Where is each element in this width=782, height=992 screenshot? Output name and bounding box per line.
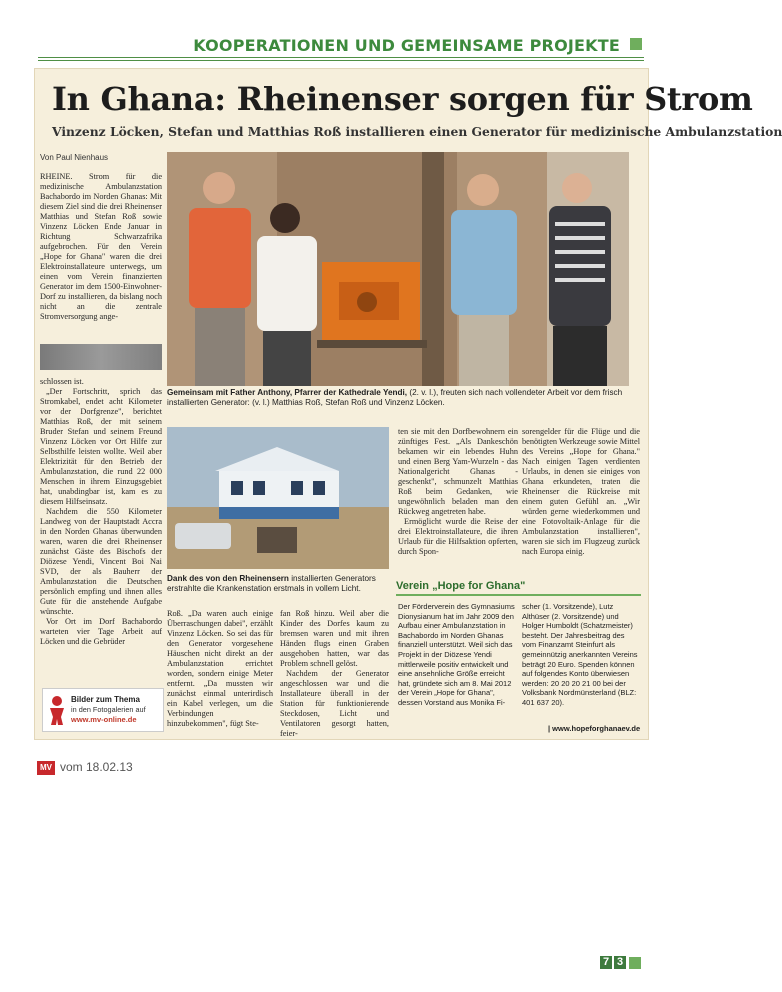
section-square-icon <box>630 38 642 50</box>
photo1-caption-lead: Gemeinsam mit Father Anthony, Pfarrer der Kathedrale Yendi, <box>167 388 408 397</box>
article-column-3 <box>398 427 518 557</box>
article-paragraph: „Der Fortschritt, sprich das Stromkabel, endet acht Kilometer vor der Dorfgrenze", berichtet Matthias Roß, der mit seinem Bruder Stefan und seinem Freund Vinzenz Löcken vor Ort Hilfe zur Selbsthilfe leisten wollte. Weil aber Elektrizität für den Betrieb der Ambulanzstation, die rund 22 000 Menschen in ihrem Einzugsgebiet hat, unabdingbar ist, kam es zu diesem Hilfseinsatz. <box>40 387 162 506</box>
photo-generator-group <box>167 152 629 386</box>
article-column-3-bottom <box>280 609 389 739</box>
page-number-digit: 7 <box>600 956 612 969</box>
section-rule <box>38 60 644 61</box>
section-title: KOOPERATIONEN UND GEMEINSAME PROJEKTE <box>193 36 620 55</box>
sidebar-web-link[interactable]: | www.hopeforghanaev.de <box>548 724 641 733</box>
photo-health-station <box>167 427 389 569</box>
photo2-caption <box>167 574 389 594</box>
mv-logo: MV <box>37 761 55 775</box>
page-number-digit: 3 <box>614 956 626 969</box>
teaser-link[interactable]: www.mv-online.de <box>71 715 137 724</box>
sidebar-title: Verein „Hope for Ghana" <box>396 580 641 596</box>
photo2-caption-lead: Dank des von den Rheinensern <box>167 574 289 583</box>
article-headline: In Ghana: Rheinenser sorgen für Strom <box>52 80 753 118</box>
article-paragraph: sorengelder für die Flüge und die benötigten Werkzeuge sowie Mittel des Vereins „Hope for Ghana." Nach einigen Tagen verdienten Urlaubs, in denen sie einiges von Ghana erkundeten, traten die Rheinenser die Rückreise mit einem guten Gefühl an. „Wir würden gerne wiederkommen und eine Fotovoltaik-Anlage für die Ambulanzstation installieren", waren sie sich im Flugzeug zurück nach Europa einig. <box>522 427 640 556</box>
article-column-1-top <box>40 172 162 322</box>
sidebar-column-2 <box>522 602 640 708</box>
photo1-caption <box>167 388 629 408</box>
publication-date: vom 18.02.13 <box>60 760 133 774</box>
sidebar-paragraph: scher (1. Vorsitzende), Lutz Althüser (2. Vorsitzende) und Holger Humboldt (Schatzmeister) besteht. Der Jahresbeitrag des vom Finanzamt Steinfurt als gemeinnützig anerkannten Vereins beträgt 20 Euro. Spenden können auf folgendes Konto überwiesen werden: 20 20 20 21 00 bei der Volksbank Nordmünsterland (BLZ: 401 637 20). <box>522 602 638 707</box>
article-paragraph: ten sie mit den Dorfbewohnern ein zünftiges Fest. „Als Dankeschön bekamen wir ein lebendes Huhn und einen Berg Yam-Wurzeln - das Nationalgericht Ghanas - geschenkt", schmunzelt Matthias Roß beim Gedanken, wie ungewöhnlich beladen man den Rückweg angetreten habe. <box>398 427 518 516</box>
article-paragraph: Nachdem der Generator angeschlossen war und die Installateure überall in der Station für funktionierende Steckdosen, Licht und Ventilatoren gesorgt hatten, feier- <box>280 669 389 738</box>
sidebar-paragraph: Der Förderverein des Gymnasiums Dionysianum hat im Jahr 2009 den Aufbau einer Ambulanzstation in Bachabordo im Norden Ghanas finanziell unterstützt. Weil sich das Projekt in der Diözese Yendi mittlerweile positiv entwickelt und eine ansehnliche Größe erreicht hat, gründete sich am 8. Mai 2012 der Verein „Hope for Ghana", dessen Vorstand aus Monika Fi- <box>398 602 515 707</box>
article-paragraph: schlossen ist. <box>40 377 84 386</box>
article-byline: Von Paul Nienhaus <box>40 153 109 162</box>
photo2-caption-text: installierten Generators erstrahlte die Krankenstation erstmals in vollem Licht. <box>167 574 376 593</box>
article-paragraph: Nachdem die 550 Kilometer Landweg von der Hauptstadt Accra in den Norden Ghanas überwunden waren, waren die drei Rheinenser zunächst Gäste des Bischofs der Diözese Yendi, Vincent Boi Nai SVD, der als Bauherr der Ambulanzstation die Deutschen persönlich empfing und ihnen alles Gute für die anstehende Aufgabe wünschte. <box>40 507 162 616</box>
article-column-1 <box>40 377 162 647</box>
article-paragraph: RHEINE. Strom für die medizinische Ambulanzstation Bachabordo im Norden Ghanas: Mit diesem Ziel sind die drei Rheinenser Matthias und Stefan Roß sowie Vinzenz Löcken Ende Januar in Richtung Schwarzafrika aufgebrochen. Für den Verein „Hope for Ghana" waren die drei Elektroinstallateure unterwegs, um einen vom Verein finanzierten Generator im dem 1500-Einwohner-Dorf zu installieren, da bislang noch nicht an die zentrale Stromversorgung ange- <box>40 172 162 321</box>
section-rule <box>38 57 644 58</box>
article-column-2 <box>167 609 273 729</box>
page-square-icon <box>629 957 641 969</box>
redacted-block <box>40 344 162 370</box>
sidebar-column-1 <box>398 602 516 708</box>
person-figure-icon <box>47 695 67 725</box>
article-paragraph: Vor Ort im Dorf Bachabordo warteten vier Tage Arbeit auf Löcken und die Gebrüder <box>40 617 162 646</box>
article-paragraph: Ermöglicht wurde die Reise der drei Elektroinstallateure, die ihren Urlaub für die Hilfsaktion opferten, durch Spon- <box>398 517 518 556</box>
article-subheadline: Vinzenz Löcken, Stefan und Matthias Roß installieren einen Generator für medizinische Ambulanzstation <box>52 124 782 139</box>
photo1-caption-text: (2. v. l.), freuten sich nach vollendeter Arbeit vor dem frisch installierten Generator: (v. l.) Matthias Roß, Stefan Roß und Vinzenz Löcken. <box>167 388 623 407</box>
photo-station-illustration <box>167 427 389 569</box>
teaser-title: Bilder zum Thema <box>71 695 140 704</box>
teaser-subtitle: in den Fotogalerien auf <box>71 705 146 714</box>
article-column-4 <box>522 427 640 557</box>
article-paragraph: fan Roß hinzu. Weil aber die Kinder des Dorfes kaum zu bremsen waren und mit ihren Händen flugs einen Graben ausgehoben hatten, war das Problem schnell gelöst. <box>280 609 389 668</box>
photo-generator-illustration <box>167 152 629 386</box>
photo-gallery-teaser[interactable] <box>42 688 164 732</box>
article-paragraph: Roß. „Da waren auch einige Überraschungen dabei", erzählt Vinzenz Löcken. So sei das für den Generator vorgesehene Häuschen nicht direkt an der Ambulanzstation errichtet worden, sondern einige Meter entfernt. „Da mussten wir zunächst einmal unterirdisch ein Kabel verlegen, um die Verbindungen hinzubekommen", fügt Ste- <box>167 609 273 728</box>
